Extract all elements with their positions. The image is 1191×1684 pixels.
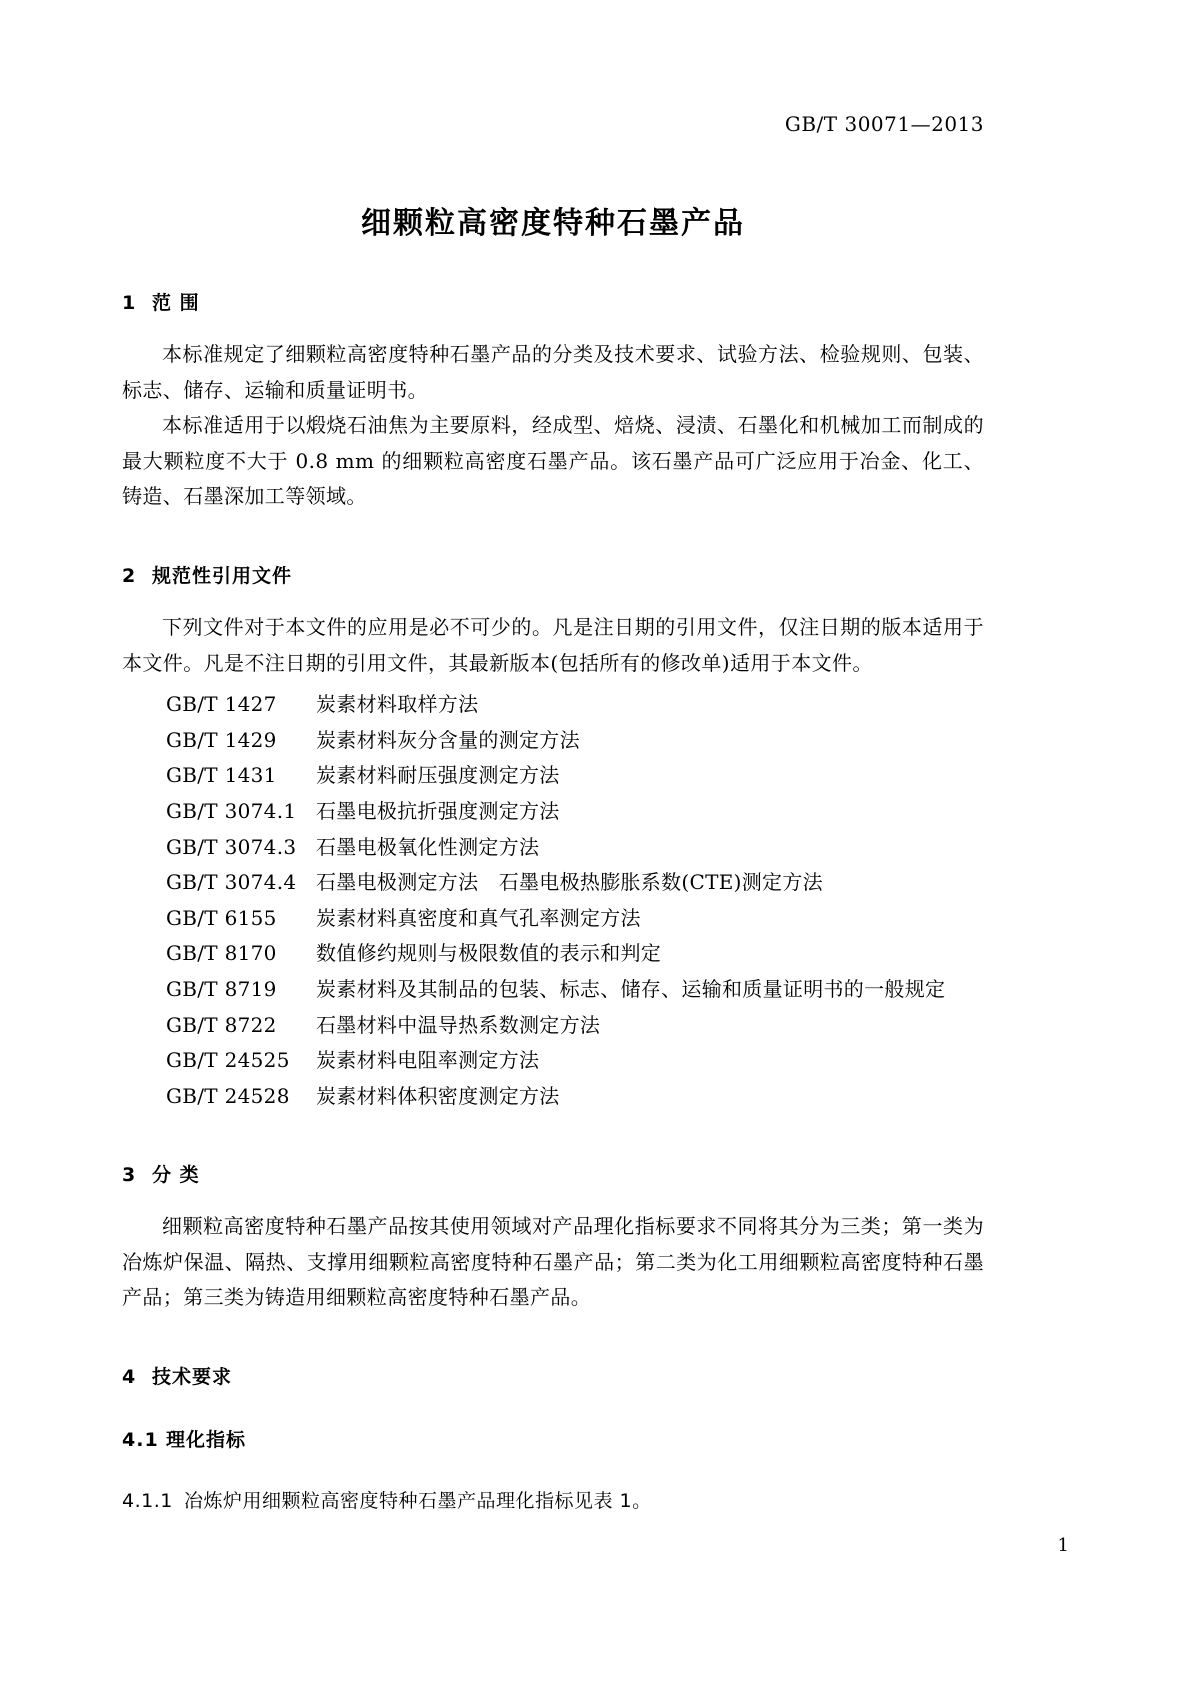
reference-code: GB/T 3074.3 xyxy=(166,834,297,859)
list-item xyxy=(122,830,984,866)
section-title-3: 分 类 xyxy=(152,1164,200,1187)
reference-code: GB/T 24528 xyxy=(166,1083,290,1108)
reference-code: GB/T 6155 xyxy=(166,905,277,930)
paragraph-1-1: 本标准规定了细颗粒高密度特种石墨产品的分类及技术要求、试验方法、检验规则、包装、标志、储存、运输和质量证明书。 xyxy=(122,342,984,402)
section-title-2: 规范性引用文件 xyxy=(152,564,293,587)
list-item xyxy=(122,1043,984,1079)
list-item xyxy=(122,1079,984,1115)
reference-code: GB/T 1431 xyxy=(166,763,277,788)
subsection-number-4-1: 4.1 xyxy=(122,1429,159,1452)
reference-code: GB/T 1429 xyxy=(166,727,277,752)
reference-code: GB/T 8170 xyxy=(166,941,277,966)
section-number-3: 3 xyxy=(122,1164,137,1187)
list-item xyxy=(122,687,984,723)
section-heading-3 xyxy=(122,1160,984,1187)
normative-references-list xyxy=(122,687,984,1114)
list-item xyxy=(122,936,984,972)
reference-title: 炭素材料电阻率测定方法 xyxy=(316,1048,540,1073)
list-item xyxy=(122,758,984,794)
list-item xyxy=(122,901,984,937)
list-item xyxy=(122,865,984,901)
reference-code: GB/T 1427 xyxy=(166,692,277,717)
list-item xyxy=(122,1008,984,1044)
section-number-4: 4 xyxy=(122,1366,137,1389)
paragraph-2-1: 下列文件对于本文件的应用是必不可少的。凡是注日期的引用文件，仅注日期的版本适用于本文件。凡是不注日期的引用文件，其最新版本(包括所有的修改单)适用于本文件。 xyxy=(122,614,984,675)
paragraph-3-1: 细颗粒高密度特种石墨产品按其使用领域对产品理化指标要求不同将其分为三类；第一类为冶炼炉保温、隔热、支撑用细颗粒高密度特种石墨产品；第二类为化工用细颗粒高密度特种石墨产品；第三类为铸造用细颗粒高密度特种石墨产品。 xyxy=(122,1214,984,1310)
page-number: 1 xyxy=(1057,1535,1069,1556)
section-title-1: 范 围 xyxy=(152,292,200,314)
reference-code: GB/T 24525 xyxy=(166,1048,290,1073)
reference-title: 石墨电极测定方法 石墨电极热膨胀系数(CTE)测定方法 xyxy=(316,870,823,895)
section-number-2: 2 xyxy=(122,564,137,587)
reference-title: 石墨材料中温导热系数测定方法 xyxy=(316,1012,601,1037)
reference-title: 炭素材料取样方法 xyxy=(316,692,479,717)
list-item xyxy=(122,794,984,830)
list-item xyxy=(122,972,984,1008)
subsection-title-4-1: 理化指标 xyxy=(166,1429,247,1452)
reference-title: 炭素材料及其制品的包装、标志、储存、运输和质量证明书的一般规定 xyxy=(316,976,946,1001)
reference-title: 石墨电极氧化性测定方法 xyxy=(316,834,540,859)
reference-code: GB/T 3074.1 xyxy=(166,798,297,823)
page-header xyxy=(122,112,984,136)
section-number-1: 1 xyxy=(122,292,137,314)
reference-title: 炭素材料灰分含量的测定方法 xyxy=(316,727,580,752)
section-title-4: 技术要求 xyxy=(152,1366,233,1389)
reference-code: GB/T 8722 xyxy=(166,1012,277,1037)
reference-code: GB/T 3074.4 xyxy=(166,870,297,895)
reference-title: 石墨电极抗折强度测定方法 xyxy=(316,798,560,823)
subsection-number-4-1-1: 4.1.1 xyxy=(122,1490,173,1513)
paragraph-1-2: 本标准适用于以煅烧石油焦为主要原料，经成型、焙烧、浸渍、石墨化和机械加工而制成的最大颗粒度不大于 0.8 mm 的细颗粒高密度石墨产品。该石墨产品可广泛应用于冶金、化工、铸造、石墨深加工等领域。 xyxy=(122,413,984,509)
reference-title: 炭素材料耐压强度测定方法 xyxy=(316,763,560,788)
subsection-text-4-1-1: 冶炼炉用细颗粒高密度特种石墨产品理化指标见表 1。 xyxy=(184,1490,652,1513)
reference-title: 炭素材料真密度和真气孔率测定方法 xyxy=(316,905,641,930)
reference-code: GB/T 8719 xyxy=(166,976,277,1001)
section-heading-4 xyxy=(122,1362,984,1389)
reference-title: 炭素材料体积密度测定方法 xyxy=(316,1083,560,1108)
page-content xyxy=(122,0,984,1513)
section-heading-1 xyxy=(122,288,984,315)
list-item xyxy=(122,723,984,759)
subsection-heading-4-1-1 xyxy=(122,1486,984,1513)
document-title: 细颗粒高密度特种石墨产品 xyxy=(361,206,745,241)
subsection-heading-4-1 xyxy=(122,1425,984,1452)
standard-code: GB/T 30071—2013 xyxy=(784,112,984,136)
section-heading-2 xyxy=(122,561,984,588)
reference-title: 数值修约规则与极限数值的表示和判定 xyxy=(316,941,662,966)
